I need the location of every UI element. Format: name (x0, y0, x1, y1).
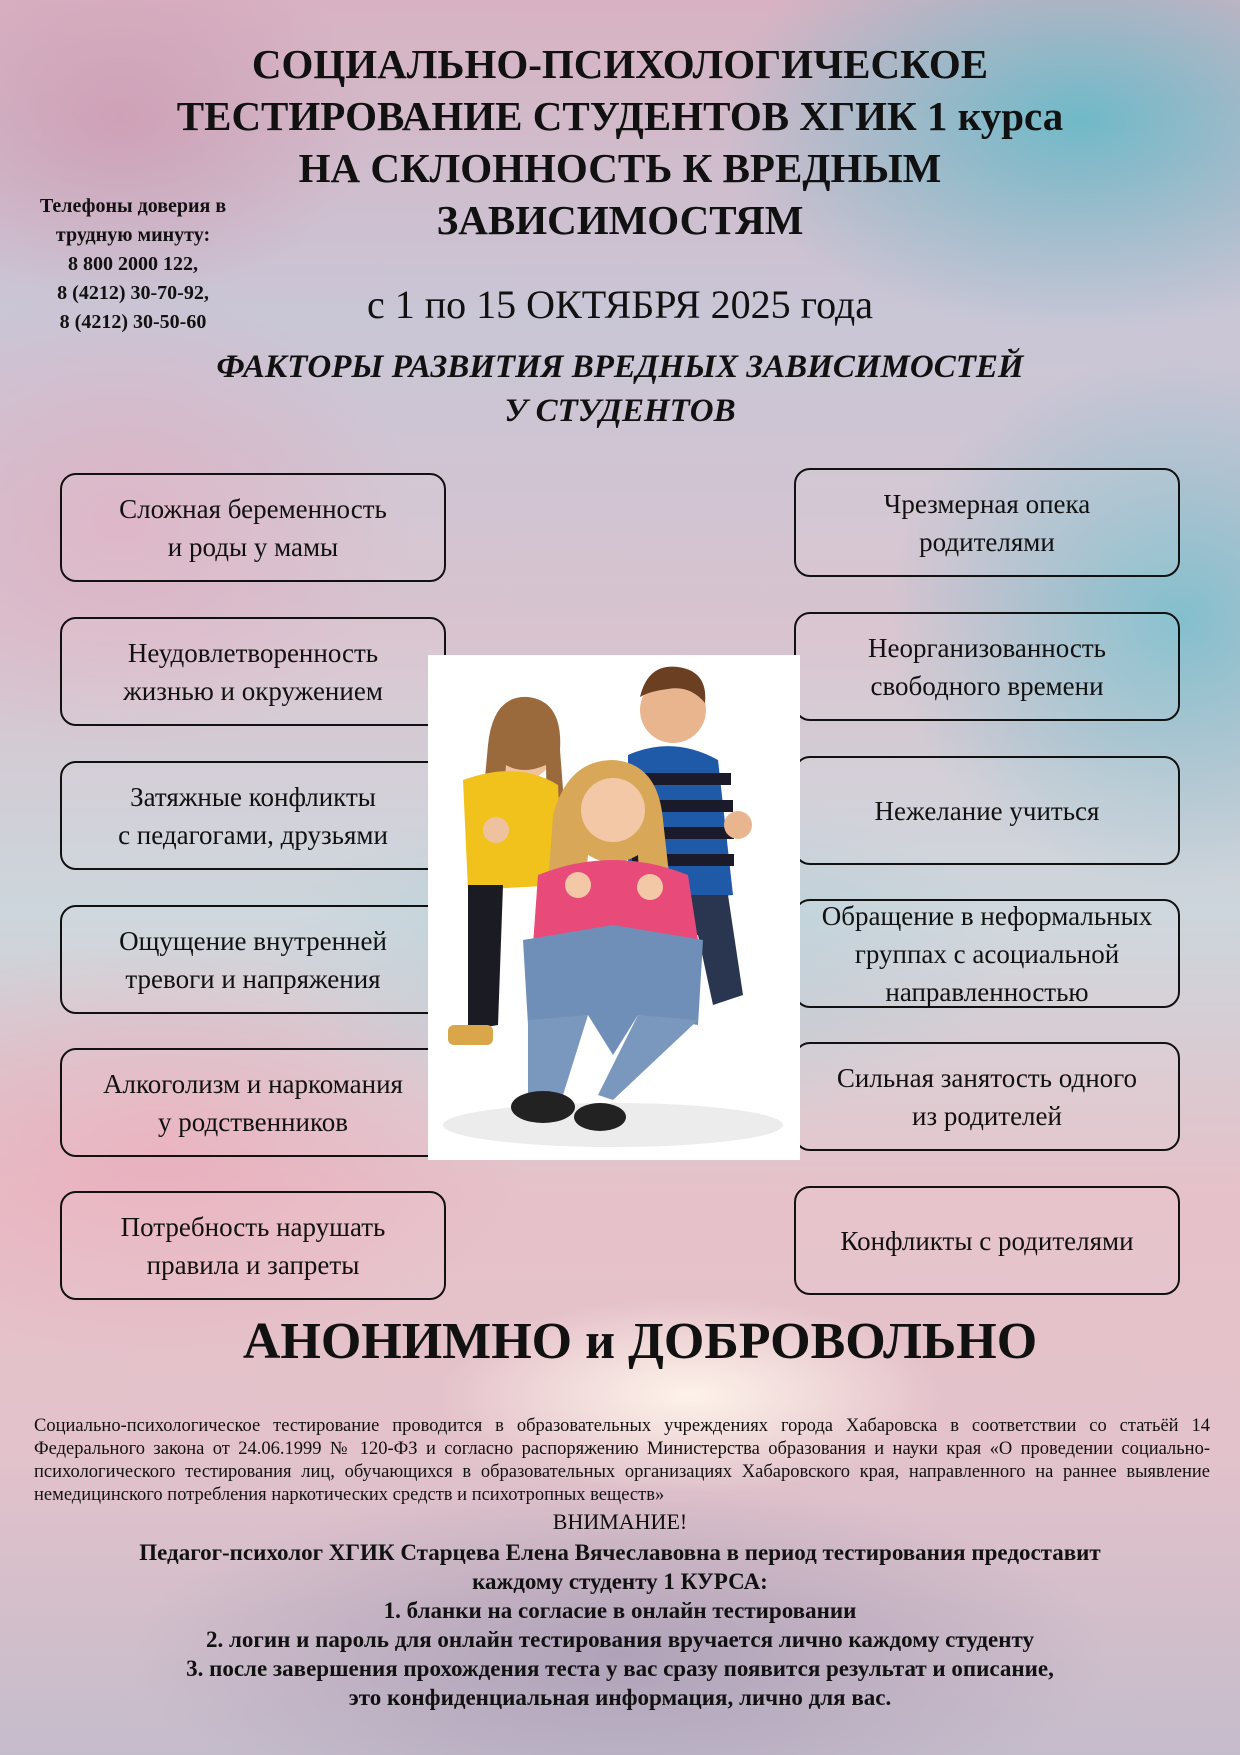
factor-line: Затяжные конфликты (130, 781, 376, 812)
title-line: ЗАВИСИМОСТЯМ (436, 197, 804, 243)
factors-heading (160, 345, 1080, 433)
factor-line: с педагогами, друзьями (118, 819, 388, 850)
factor-line: Конфликты с родителями (840, 1225, 1134, 1256)
hotline-line: трудную минуту: (55, 224, 211, 246)
info-line: Педагог-психолог ХГИК Старцева Елена Вячеславовна в период тестирования предоставит (139, 1540, 1101, 1565)
factor-box (794, 899, 1180, 1008)
factor-line: правила и запреты (146, 1249, 360, 1280)
factor-box (60, 1191, 446, 1300)
students-photo (428, 655, 800, 1160)
factor-box (794, 612, 1180, 721)
factor-box (794, 1042, 1180, 1151)
factor-line: Сложная беременность (119, 493, 387, 524)
factor-line: Потребность нарушать (120, 1211, 386, 1242)
legal-basis-text: Социально-психологическое тестирование проводится в образовательных учреждениях города Хабаровска в соответствии со статьёй 14 Федерального закона от 24.06.1999 № 120-ФЗ и согласно распоряжению Министерства образования и науки края «О проведении социально-психологического тестирования лиц, обучающихся в образовательных организациях Хабаровского края, направленного на раннее выявление немедицинского потребления наркотических средств и психотропных веществ» (34, 1416, 1210, 1505)
factor-box (60, 473, 446, 582)
title-line: СОЦИАЛЬНО-ПСИХОЛОГИЧЕСКОЕ (251, 41, 989, 87)
students-thumbs-up-photo (428, 655, 800, 1160)
factor-box (794, 756, 1180, 865)
hotline-line: Телефоны доверия в (39, 195, 227, 217)
factor-line: из родителей (912, 1100, 1062, 1131)
factor-box (60, 905, 446, 1014)
factor-line: Неорганизованность (868, 632, 1106, 663)
factor-line: Сильная занятость одного (836, 1062, 1138, 1093)
factor-line: направленностью (885, 976, 1089, 1007)
info-list-item: 2. логин и пароль для онлайн тестирования вручается лично каждому студенту (206, 1627, 1034, 1652)
factor-box (794, 468, 1180, 577)
factor-line: у родственников (158, 1106, 348, 1137)
factor-line: и роды у мамы (167, 531, 339, 562)
info-list-item: 1. бланки на согласие в онлайн тестировании (383, 1598, 857, 1623)
factors-heading-line: У СТУДЕНТОВ (504, 393, 736, 429)
anonymous-voluntary-banner: АНОНИМНО и ДОБРОВОЛЬНО (242, 1313, 1038, 1370)
testing-dates: с 1 по 15 ОКТЯБРЯ 2025 года (366, 282, 874, 327)
title-line: ТЕСТИРОВАНИЕ СТУДЕНТОВ ХГИК 1 курса (176, 93, 1064, 139)
factor-box (60, 617, 446, 726)
info-line: это конфиденциальная информация, лично для вас. (348, 1685, 892, 1710)
factor-box (60, 761, 446, 870)
factor-line: Неудовлетворенность (127, 637, 379, 668)
info-list-item: 3. после завершения прохождения теста у вас сразу появится результат и описание, (186, 1656, 1054, 1681)
factor-line: Алкоголизм и наркомания (103, 1068, 403, 1099)
hotline-phones (18, 192, 248, 337)
factor-line: Ощущение внутренней (119, 925, 387, 956)
factor-line: группах с асоциальной (854, 938, 1120, 969)
factor-line: Нежелание учиться (874, 795, 1100, 826)
hotline-number: 8 (4212) 30-70-92, (57, 282, 209, 304)
attention-label: ВНИМАНИЕ! (552, 1509, 688, 1534)
factor-line: тревоги и напряжения (125, 963, 381, 994)
factor-line: Чрезмерная опека (883, 488, 1091, 519)
factor-line: Обращение в неформальных (821, 900, 1153, 931)
hotline-number: 8 800 2000 122, (68, 253, 198, 275)
hotline-number: 8 (4212) 30-50-60 (59, 311, 207, 333)
factor-line: жизнью и окружением (123, 675, 383, 706)
factors-heading-line: ФАКТОРЫ РАЗВИТИЯ ВРЕДНЫХ ЗАВИСИМОСТЕЙ (216, 349, 1024, 385)
factor-line: свободного времени (870, 670, 1104, 701)
factor-box (794, 1186, 1180, 1295)
title-line: НА СКЛОННОСТЬ К ВРЕДНЫМ (298, 145, 942, 191)
poster-title (130, 38, 1110, 246)
info-line: каждому студенту 1 КУРСА: (472, 1569, 768, 1594)
factor-line: родителями (919, 526, 1055, 557)
psychologist-info (40, 1538, 1200, 1712)
factor-box (60, 1048, 446, 1157)
